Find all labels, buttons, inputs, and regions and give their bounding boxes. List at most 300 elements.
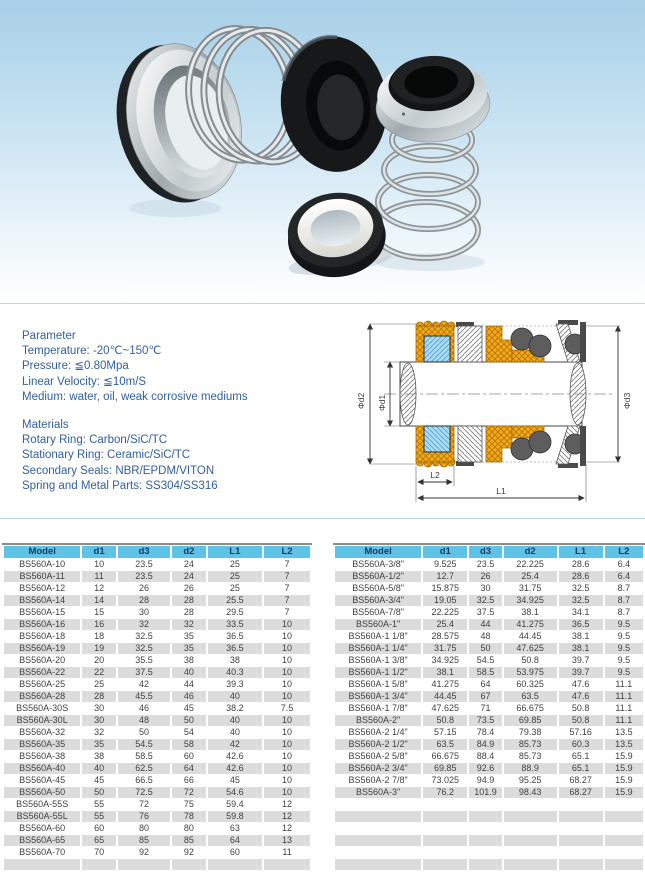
table-cell: BS560A-70 bbox=[4, 847, 80, 858]
table-cell bbox=[559, 799, 603, 810]
table-cell: 53.975 bbox=[504, 667, 557, 678]
table-cell: 38.1 bbox=[504, 607, 557, 618]
table-cell: 32.5 bbox=[469, 595, 501, 606]
table-cell bbox=[118, 859, 170, 870]
table-cell: BS560A-5/8" bbox=[335, 583, 421, 594]
table-cell bbox=[208, 871, 262, 878]
table-cell: BS560A-10 bbox=[4, 559, 80, 570]
table-cell: 39.7 bbox=[559, 667, 603, 678]
table-cell: BS560A-60 bbox=[4, 823, 80, 834]
table-cell: 10 bbox=[264, 763, 310, 774]
table-cell bbox=[469, 799, 501, 810]
spec-line: Spring and Metal Parts: SS304/SS316 bbox=[22, 479, 218, 492]
table-cell: 9.5 bbox=[605, 619, 643, 630]
spec-line: Medium: water, oil, weak corrosive mediums bbox=[22, 390, 248, 403]
table-cell: 98.43 bbox=[504, 787, 557, 798]
table-cell: 10 bbox=[264, 715, 310, 726]
table-cell bbox=[605, 871, 643, 878]
table-cell: BS560A-1/2" bbox=[335, 571, 421, 582]
table-cell: 34.925 bbox=[423, 655, 467, 666]
table-cell: 42 bbox=[208, 739, 262, 750]
spec-line: Temperature: -20℃~150℃ bbox=[22, 345, 162, 358]
table-cell: 7 bbox=[264, 595, 310, 606]
table-cell: 35 bbox=[172, 631, 205, 642]
shadow bbox=[129, 199, 221, 217]
table-cell: 45 bbox=[172, 703, 205, 714]
table-cell: 42.6 bbox=[208, 763, 262, 774]
table-cell: 25 bbox=[208, 571, 262, 582]
table-cell: 7 bbox=[264, 559, 310, 570]
table-cell: 45 bbox=[82, 775, 115, 786]
table-row bbox=[4, 715, 310, 726]
table-cell bbox=[335, 811, 421, 822]
table-row bbox=[4, 667, 310, 678]
table-cell: 67 bbox=[469, 691, 501, 702]
table-cell: BS560A-7/8" bbox=[335, 607, 421, 618]
table-cell: 75 bbox=[172, 799, 205, 810]
table-cell: 79.38 bbox=[504, 727, 557, 738]
table-cell: BS560A-3/4" bbox=[335, 595, 421, 606]
table-row bbox=[4, 847, 310, 858]
table-cell: 60.3 bbox=[559, 739, 603, 750]
column-header: d3 bbox=[118, 546, 170, 558]
table-cell: 66.5 bbox=[118, 775, 170, 786]
table-cell: 54.6 bbox=[208, 787, 262, 798]
table-cell bbox=[423, 835, 467, 846]
spec-line: Secondary Seals: NBR/EPDM/VITON bbox=[22, 464, 215, 477]
table-row bbox=[335, 607, 643, 618]
table-row bbox=[335, 775, 643, 786]
table-cell bbox=[504, 823, 557, 834]
table-cell: 19.05 bbox=[423, 595, 467, 606]
table-cell: 24 bbox=[172, 559, 205, 570]
table-cell bbox=[504, 871, 557, 878]
table-cell bbox=[469, 823, 501, 834]
table-cell: 66 bbox=[172, 775, 205, 786]
table-row bbox=[4, 799, 310, 810]
table-cell: 71 bbox=[469, 703, 501, 714]
table-cell: 32 bbox=[82, 727, 115, 738]
table-cell: 28.6 bbox=[559, 571, 603, 582]
table-cell: BS560A-32 bbox=[4, 727, 80, 738]
product-photo bbox=[0, 0, 645, 302]
table-cell: 70 bbox=[82, 847, 115, 858]
dim-label-d3: Φd3 bbox=[622, 392, 632, 409]
table-cell: 58.5 bbox=[469, 667, 501, 678]
spec-line: Pressure: ≦0.80Mpa bbox=[22, 360, 129, 373]
table-cell: 14 bbox=[82, 595, 115, 606]
table-cell: 44 bbox=[172, 679, 205, 690]
table-row bbox=[4, 571, 310, 582]
table-cell bbox=[4, 871, 80, 878]
table-cell: 30 bbox=[82, 703, 115, 714]
table-cell: BS560A-1 1/2" bbox=[335, 667, 421, 678]
dim-label-l1: L1 bbox=[496, 486, 506, 496]
table-cell: 45.5 bbox=[118, 691, 170, 702]
table-cell: 10 bbox=[264, 631, 310, 642]
table-row bbox=[335, 619, 643, 630]
table-cell: 47.6 bbox=[559, 679, 603, 690]
table-cell: 34.1 bbox=[559, 607, 603, 618]
table-cell bbox=[605, 799, 643, 810]
table-cell: 44 bbox=[469, 619, 501, 630]
table-cell: 25.5 bbox=[208, 595, 262, 606]
section-divider bbox=[0, 303, 645, 304]
table-cell bbox=[335, 859, 421, 870]
table-cell: 95.25 bbox=[504, 775, 557, 786]
table-cell: 60 bbox=[82, 823, 115, 834]
table-cell: 12 bbox=[264, 811, 310, 822]
table-cell: 32.5 bbox=[559, 583, 603, 594]
table-row bbox=[4, 631, 310, 642]
table-cell: 7.5 bbox=[264, 703, 310, 714]
table-cell: 85.73 bbox=[504, 751, 557, 762]
table-cell bbox=[504, 835, 557, 846]
table-row bbox=[335, 751, 643, 762]
table-cell: BS560A-2 3/4" bbox=[335, 763, 421, 774]
table-cell: BS560A-2 5/8" bbox=[335, 751, 421, 762]
table-cell: BS560A-38 bbox=[4, 751, 80, 762]
table-cell: 32.5 bbox=[118, 631, 170, 642]
table-cell: 38 bbox=[208, 655, 262, 666]
table-cell: 25.4 bbox=[423, 619, 467, 630]
table-cell: 65 bbox=[82, 835, 115, 846]
table-cell: 35 bbox=[172, 643, 205, 654]
table-cell: 47.625 bbox=[504, 643, 557, 654]
table-row bbox=[4, 859, 310, 870]
table-cell: BS560A-14 bbox=[4, 595, 80, 606]
table-cell: 35 bbox=[82, 739, 115, 750]
table-cell: BS560A-2" bbox=[335, 715, 421, 726]
table-cell: 92 bbox=[172, 847, 205, 858]
table-row bbox=[4, 775, 310, 786]
table-row bbox=[335, 799, 643, 810]
table-cell: 46 bbox=[118, 703, 170, 714]
table-cell: 10 bbox=[82, 559, 115, 570]
table-cell: BS560A-20 bbox=[4, 655, 80, 666]
table-cell bbox=[82, 871, 115, 878]
table-row bbox=[4, 787, 310, 798]
table-row bbox=[4, 763, 310, 774]
table-row bbox=[335, 871, 643, 878]
table-cell: BS560A-3/8" bbox=[335, 559, 421, 570]
table-cell: 28 bbox=[172, 607, 205, 618]
table-cell: 50.8 bbox=[423, 715, 467, 726]
table-cell: 11.1 bbox=[605, 679, 643, 690]
table-row bbox=[335, 691, 643, 702]
table-cell: 47.6 bbox=[559, 691, 603, 702]
table-cell: 12 bbox=[82, 583, 115, 594]
table-cell: 10 bbox=[264, 667, 310, 678]
table-cell bbox=[469, 859, 501, 870]
table-cell: 85 bbox=[172, 835, 205, 846]
table-cell: 62.5 bbox=[118, 763, 170, 774]
table-cell: 25 bbox=[82, 679, 115, 690]
table-cell: 6.4 bbox=[605, 559, 643, 570]
table-cell: 69.85 bbox=[423, 763, 467, 774]
column-header: L2 bbox=[605, 546, 643, 558]
table-cell: BS560A-55S bbox=[4, 799, 80, 810]
table-cell: 30 bbox=[469, 583, 501, 594]
table-cell bbox=[423, 847, 467, 858]
table-cell: BS560A-30S bbox=[4, 703, 80, 714]
table-cell: 9.5 bbox=[605, 643, 643, 654]
table-cell bbox=[559, 859, 603, 870]
table-cell: 63.5 bbox=[423, 739, 467, 750]
dim-label-l2: L2 bbox=[430, 470, 440, 480]
table-row bbox=[335, 715, 643, 726]
column-header: d1 bbox=[82, 546, 115, 558]
table-cell bbox=[504, 811, 557, 822]
table-cell: 9.5 bbox=[605, 655, 643, 666]
table-cell bbox=[559, 823, 603, 834]
table-row bbox=[4, 619, 310, 630]
table-cell bbox=[423, 871, 467, 878]
table-cell: 38 bbox=[172, 655, 205, 666]
table-cell: 92.6 bbox=[469, 763, 501, 774]
table-cell: 38.1 bbox=[559, 643, 603, 654]
table-cell bbox=[605, 811, 643, 822]
table-cell: 76 bbox=[118, 811, 170, 822]
table-cell: 12.7 bbox=[423, 571, 467, 582]
table-cell: 18 bbox=[82, 631, 115, 642]
table-row bbox=[4, 643, 310, 654]
table-cell: 40 bbox=[82, 763, 115, 774]
table-cell: 37.5 bbox=[118, 667, 170, 678]
table-cell: BS560A-1 1/4" bbox=[335, 643, 421, 654]
table-row bbox=[4, 703, 310, 714]
table-cell: 64 bbox=[208, 835, 262, 846]
table-cell: 26 bbox=[118, 583, 170, 594]
table-cell: 72 bbox=[172, 787, 205, 798]
table-cell: 32.5 bbox=[559, 595, 603, 606]
table-row bbox=[4, 595, 310, 606]
table-cell: 40 bbox=[208, 727, 262, 738]
table-cell: 88.4 bbox=[469, 751, 501, 762]
table-cell: 15.9 bbox=[605, 763, 643, 774]
table-row bbox=[4, 739, 310, 750]
table-cell bbox=[82, 859, 115, 870]
table-row bbox=[335, 763, 643, 774]
table-cell: 65.1 bbox=[559, 763, 603, 774]
materials-title: Materials bbox=[22, 419, 69, 432]
table-cell: 40.3 bbox=[208, 667, 262, 678]
table-cell: BS560A-22 bbox=[4, 667, 80, 678]
table-cell: 10 bbox=[264, 775, 310, 786]
table-cell: 85 bbox=[118, 835, 170, 846]
table-cell: 31.75 bbox=[504, 583, 557, 594]
table-cell: 72.5 bbox=[118, 787, 170, 798]
table-cell: BS560A-19 bbox=[4, 643, 80, 654]
table-cell: 7 bbox=[264, 583, 310, 594]
column-header: d2 bbox=[504, 546, 557, 558]
table-cell: 15.9 bbox=[605, 751, 643, 762]
table-row bbox=[335, 571, 643, 582]
table-row bbox=[335, 643, 643, 654]
table-cell: 50.8 bbox=[559, 715, 603, 726]
spec-line: Linear Velocity: ≦10m/S bbox=[22, 375, 147, 388]
table-cell: BS560A-1 5/8" bbox=[335, 679, 421, 690]
table-cell bbox=[469, 871, 501, 878]
table-row bbox=[4, 835, 310, 846]
table-cell: BS560A-2 1/4" bbox=[335, 727, 421, 738]
table-cell: 36.5 bbox=[208, 643, 262, 654]
table-cell: 92 bbox=[118, 847, 170, 858]
table-cell: 11 bbox=[82, 571, 115, 582]
table-cell: BS560A-55L bbox=[4, 811, 80, 822]
table-row bbox=[335, 667, 643, 678]
table-cell: 44.45 bbox=[504, 631, 557, 642]
table-cell bbox=[4, 859, 80, 870]
table-cell: 22.225 bbox=[423, 607, 467, 618]
table-cell: BS560A-11 bbox=[4, 571, 80, 582]
table-cell: 32.5 bbox=[118, 643, 170, 654]
column-header: L2 bbox=[264, 546, 310, 558]
table-cell bbox=[264, 859, 310, 870]
table-cell: 10 bbox=[264, 691, 310, 702]
table-cell: BS560A-30L bbox=[4, 715, 80, 726]
table-cell: 10 bbox=[264, 727, 310, 738]
table-cell: 11.1 bbox=[605, 691, 643, 702]
table-cell: 54.5 bbox=[469, 655, 501, 666]
table-cell: 47.625 bbox=[423, 703, 467, 714]
column-header: L1 bbox=[559, 546, 603, 558]
table-cell bbox=[208, 859, 262, 870]
table-cell: 58.5 bbox=[118, 751, 170, 762]
table-cell: 9.5 bbox=[605, 667, 643, 678]
table-row bbox=[335, 727, 643, 738]
table-cell bbox=[469, 811, 501, 822]
table-cell: 28 bbox=[82, 691, 115, 702]
parameter-block bbox=[22, 329, 248, 405]
table-cell: 20 bbox=[82, 655, 115, 666]
metric-table-wrap bbox=[2, 543, 312, 878]
table-cell: 94.9 bbox=[469, 775, 501, 786]
table-cell: 22.225 bbox=[504, 559, 557, 570]
table-cell: 15.9 bbox=[605, 775, 643, 786]
table-cell: BS560A-35 bbox=[4, 739, 80, 750]
table-row bbox=[4, 727, 310, 738]
table-row bbox=[4, 607, 310, 618]
table-header-row bbox=[4, 546, 310, 558]
table-cell: 13.5 bbox=[605, 739, 643, 750]
table-cell: 30 bbox=[118, 607, 170, 618]
table-cell bbox=[504, 799, 557, 810]
table-header-row bbox=[335, 546, 643, 558]
table-row bbox=[4, 691, 310, 702]
table-cell: 78.4 bbox=[469, 727, 501, 738]
table-cell: 80 bbox=[172, 823, 205, 834]
table-row bbox=[335, 631, 643, 642]
table-row bbox=[335, 679, 643, 690]
table-cell: 26 bbox=[469, 571, 501, 582]
table-cell bbox=[605, 847, 643, 858]
table-cell: BS560A-18 bbox=[4, 631, 80, 642]
column-header: L1 bbox=[208, 546, 262, 558]
table-cell: 11.1 bbox=[605, 715, 643, 726]
table-cell: 8.7 bbox=[605, 583, 643, 594]
table-cell: 12 bbox=[264, 799, 310, 810]
column-header: Model bbox=[335, 546, 421, 558]
table-cell: 68.27 bbox=[559, 775, 603, 786]
table-cell: 28 bbox=[172, 595, 205, 606]
table-cell: 28 bbox=[118, 595, 170, 606]
table-cell: 40 bbox=[208, 691, 262, 702]
spec-line: Rotary Ring: Carbon/SiC/TC bbox=[22, 434, 168, 447]
table-cell bbox=[172, 859, 205, 870]
table-cell: 36.5 bbox=[208, 631, 262, 642]
table-row bbox=[4, 583, 310, 594]
table-cell: 9.525 bbox=[423, 559, 467, 570]
table-cell: 7 bbox=[264, 607, 310, 618]
table-cell: 41.275 bbox=[423, 679, 467, 690]
table-cell: 32 bbox=[118, 619, 170, 630]
table-cell: 60 bbox=[208, 847, 262, 858]
table-cell: 12 bbox=[264, 823, 310, 834]
table-cell: 45 bbox=[208, 775, 262, 786]
seal-assembly-section bbox=[416, 320, 586, 362]
table-cell: 73.025 bbox=[423, 775, 467, 786]
table-cell: 10 bbox=[264, 655, 310, 666]
table-row bbox=[4, 751, 310, 762]
table-cell bbox=[504, 859, 557, 870]
table-cell: 38.1 bbox=[559, 631, 603, 642]
table-cell: 101.9 bbox=[469, 787, 501, 798]
table-cell: 25 bbox=[208, 559, 262, 570]
table-cell: 9.5 bbox=[605, 631, 643, 642]
section-divider bbox=[0, 518, 645, 519]
table-row bbox=[335, 739, 643, 750]
table-cell: BS560A-1 7/8" bbox=[335, 703, 421, 714]
table-cell: 66.675 bbox=[504, 703, 557, 714]
table-cell: 73.5 bbox=[469, 715, 501, 726]
table-cell bbox=[335, 835, 421, 846]
table-cell: 39.7 bbox=[559, 655, 603, 666]
table-cell: 88.9 bbox=[504, 763, 557, 774]
table-cell: 42 bbox=[118, 679, 170, 690]
table-cell: 26 bbox=[172, 583, 205, 594]
table-cell: 57.15 bbox=[423, 727, 467, 738]
table-row bbox=[335, 595, 643, 606]
table-cell: BS560A-40 bbox=[4, 763, 80, 774]
table-cell: 42.6 bbox=[208, 751, 262, 762]
table-cell bbox=[423, 799, 467, 810]
table-cell bbox=[559, 811, 603, 822]
table-row bbox=[335, 859, 643, 870]
table-cell: 31.75 bbox=[423, 643, 467, 654]
table-cell: 63.5 bbox=[504, 691, 557, 702]
table-cell: 23.5 bbox=[118, 571, 170, 582]
table-row bbox=[335, 823, 643, 834]
table-cell: 59.4 bbox=[208, 799, 262, 810]
table-cell: 59.8 bbox=[208, 811, 262, 822]
table-cell: 78 bbox=[172, 811, 205, 822]
metric-size-table bbox=[2, 545, 312, 878]
table-cell bbox=[469, 835, 501, 846]
table-cell: 24 bbox=[172, 571, 205, 582]
table-cell: 10 bbox=[264, 751, 310, 762]
table-row bbox=[4, 679, 310, 690]
table-cell: 80 bbox=[118, 823, 170, 834]
table-cell: 63 bbox=[208, 823, 262, 834]
table-cell: 32 bbox=[172, 619, 205, 630]
table-row bbox=[335, 787, 643, 798]
table-cell: 69.85 bbox=[504, 715, 557, 726]
table-cell: 38 bbox=[82, 751, 115, 762]
table-cell: 40 bbox=[172, 667, 205, 678]
table-cell: BS560A-1 3/4" bbox=[335, 691, 421, 702]
table-cell: 10 bbox=[264, 619, 310, 630]
